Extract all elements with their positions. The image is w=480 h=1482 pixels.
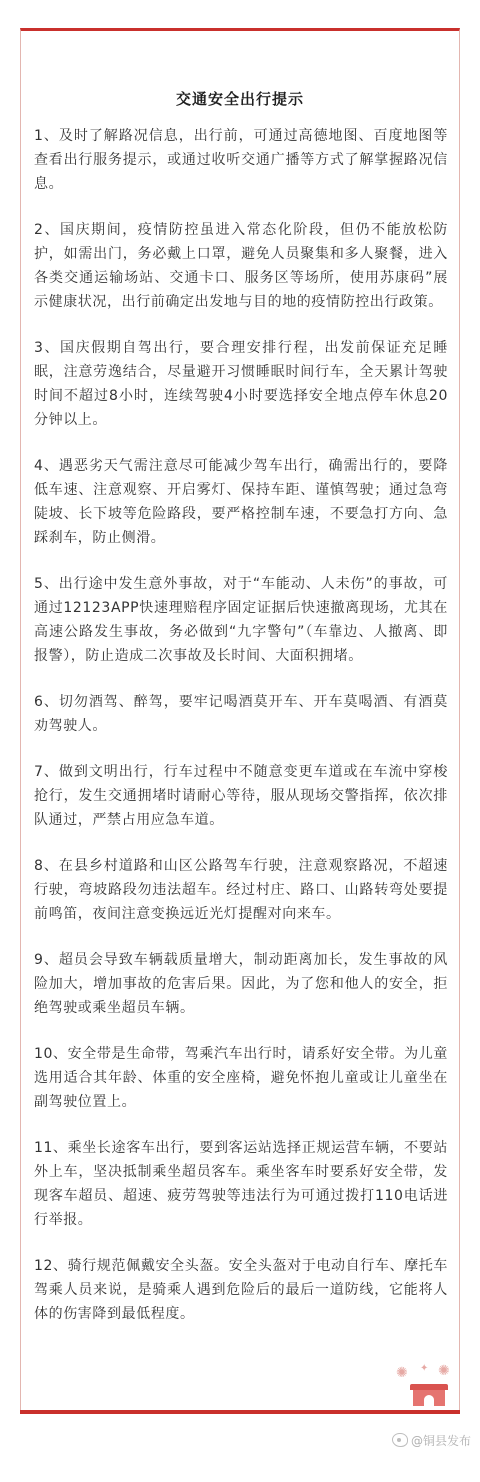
firework-icon: ✺ xyxy=(438,1363,450,1379)
gate-icon xyxy=(410,1384,448,1406)
paragraph-11: 11、乘坐长途客车出行，要到客运站选择正规运营车辆，不要站外上车，坚决抵制乘坐超员客车。乘坐客车时要系好安全带，发现客车超员、超速、疲劳驾驶等违法行为可通过拨打110电话进行举报。 xyxy=(34,1140,448,1228)
weibo-logo-icon xyxy=(392,1433,408,1447)
notice-body xyxy=(34,124,448,1348)
paragraph-5: 5、出行途中发生意外事故，对于“车能动、人未伤”的事故，可通过12123APP快速理赔程序固定证据后快速撤离现场，尤其在高速公路发生事故，务必做到“九字警句”（车靠边、人撤离、即报警），防止造成二次事故及长时间、大面积拥堵。 xyxy=(34,576,448,664)
notice-title: 交通安全出行提示 xyxy=(175,90,304,108)
firework-icon: ✦ xyxy=(420,1363,429,1374)
paragraph-4: 4、遇恶劣天气需注意尽可能减少驾车出行，确需出行的，要降低车速、注意观察、开启雾灯、保持车距、谨慎驾驶；通过急弯陡坡、长下坡等危险路段，要严格控制车速，不要急打方向、急踩刹车，防止侧滑。 xyxy=(34,458,448,546)
firework-icon: ✺ xyxy=(396,1365,408,1381)
frame-bottom-bar xyxy=(20,1410,460,1414)
watermark-text: @铜县发布 xyxy=(411,1433,472,1448)
paragraph-10: 10、安全带是生命带，驾乘汽车出行时，请系好安全带。为儿童选用适合其年龄、体重的安全座椅，避免怀抱儿童或让儿童坐在副驾驶位置上。 xyxy=(34,1046,448,1110)
paragraph-1: 1、及时了解路况信息，出行前，可通过高德地图、百度地图等查看出行服务提示，或通过收听交通广播等方式了解掌握路况信息。 xyxy=(34,128,448,192)
paragraph-2: 2、国庆期间，疫情防控虽进入常态化阶段，但仍不能放松防护，如需出门，务必戴上口罩，避免人员聚集和多人聚餐，进入各类交通运输场站、交通卡口、服务区等场所，使用苏康码”展示健康状况，出行前确定出发地与目的地的疫情防控出行政策。 xyxy=(34,222,448,310)
watermark xyxy=(392,1430,471,1450)
paragraph-12: 12、骑行规范佩戴安全头盔。安全头盔对于电动自行车、摩托车驾乘人员来说，是骑乘人遇到危险后的最后一道防线，它能将人体的伤害降到最低程度。 xyxy=(34,1258,448,1322)
paragraph-9: 9、超员会导致车辆载质量增大，制动距离加长，发生事故的风险加大，增加事故的危害后果。因此，为了您和他人的安全，拒绝驾驶或乘坐超员车辆。 xyxy=(34,952,448,1016)
paragraph-7: 7、做到文明出行，行车过程中不随意变更车道或在车流中穿梭抢行，发生交通拥堵时请耐心等待，服从现场交警指挥，依次排队通过，严禁占用应急车道。 xyxy=(34,764,448,828)
paragraph-3: 3、国庆假期自驾出行，要合理安排行程，出发前保证充足睡眠，注意劳逸结合，尽量避开习惯睡眠时间行车，全天累计驾驶时间不超过8小时，连续驾驶4小时要选择安全地点停车休息20分钟以上。 xyxy=(34,340,448,428)
paragraph-6: 6、切勿酒驾、醉驾，要牢记喝酒莫开车、开车莫喝酒、有酒莫劝驾驶人。 xyxy=(34,694,448,734)
paragraph-8: 8、在县乡村道路和山区公路驾车行驶，注意观察路况，不超速行驶，弯坡路段勿违法超车。经过村庄、路口、山路转弯处要提前鸣笛，夜间注意变换远近光灯提醒对向来车。 xyxy=(34,858,448,922)
tiananmen-decoration-icon xyxy=(390,1362,460,1410)
